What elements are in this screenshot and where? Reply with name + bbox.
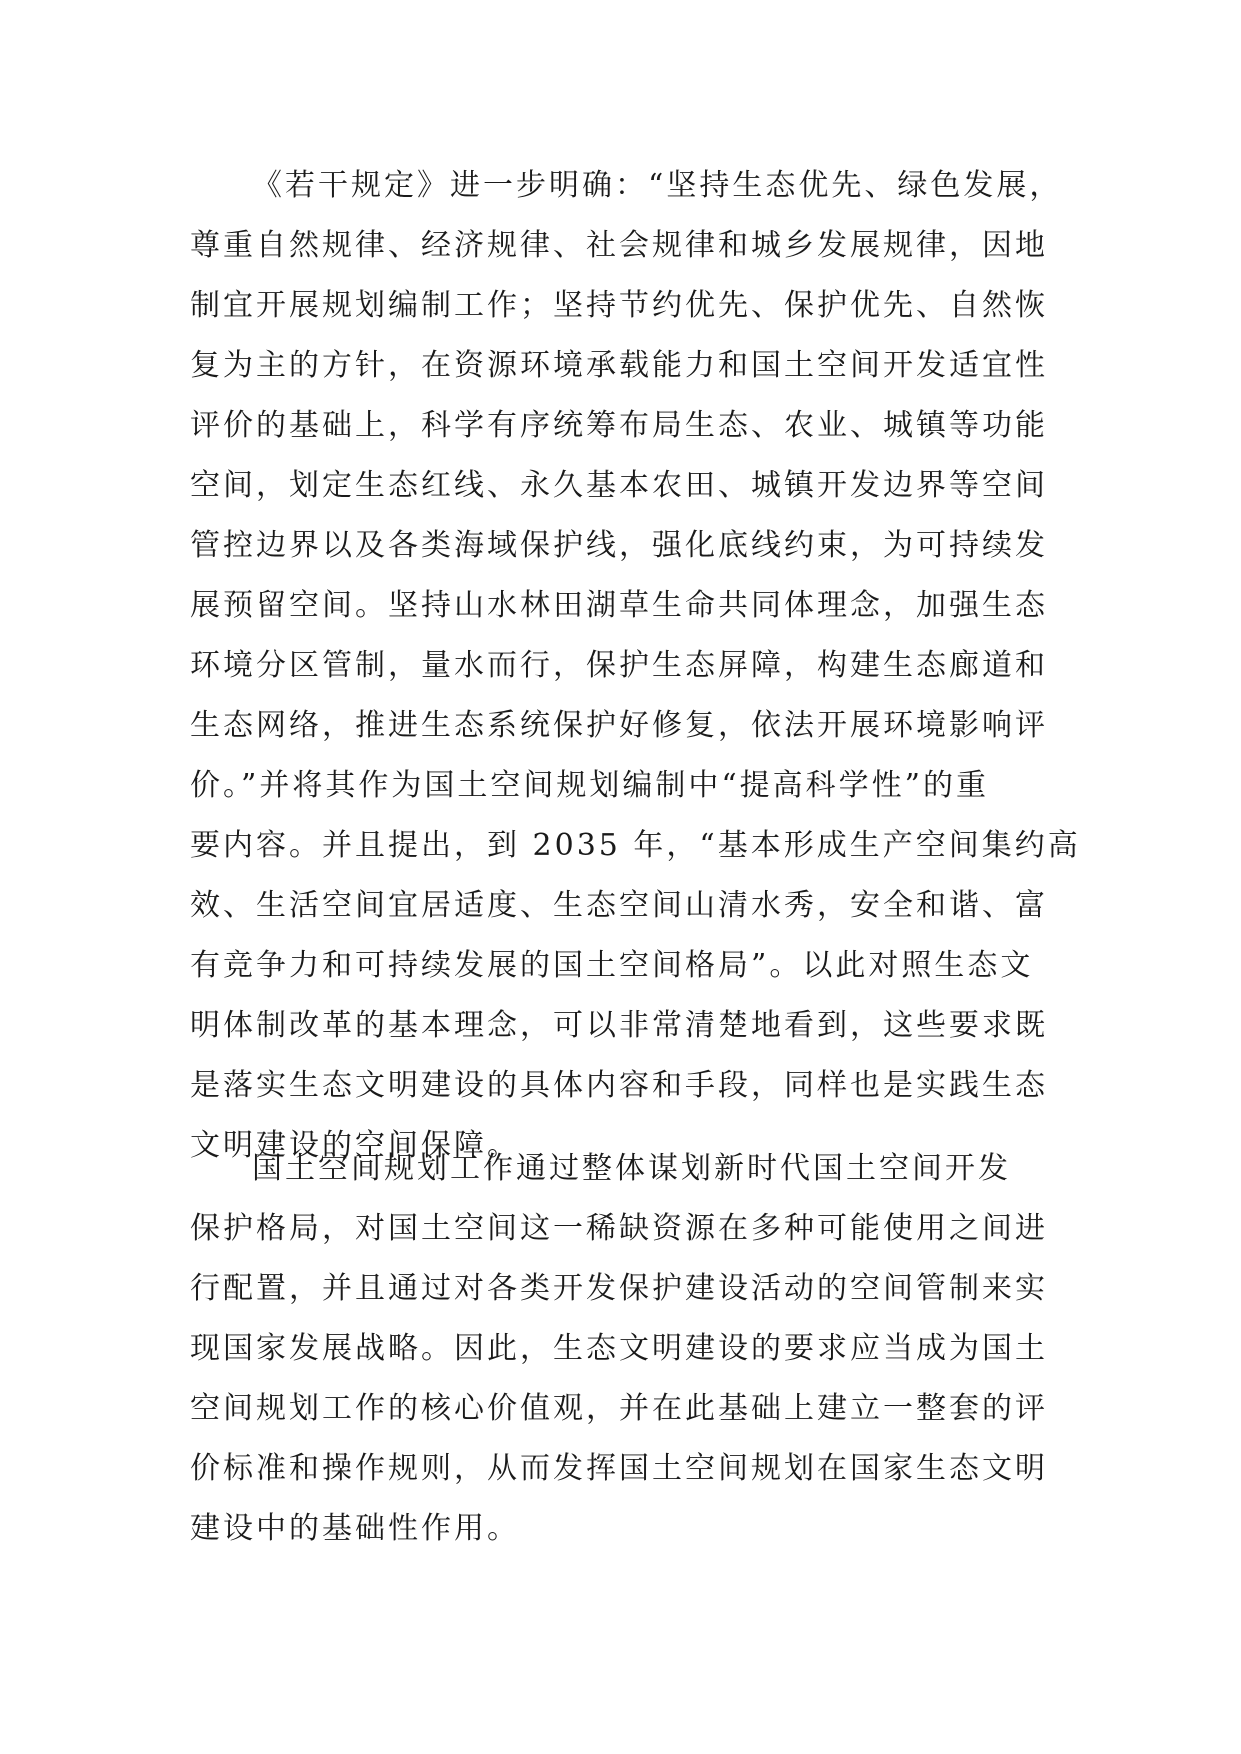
text-line: 要内容。并且提出，到 2035 年，“基本形成生产空间集约高: [190, 828, 1081, 863]
text-line: 尊重自然规律、经济规律、社会规律和城乡发展规律，因地: [190, 228, 1048, 263]
text-line: 建设中的基础性作用。: [190, 1511, 520, 1546]
text-line: 效、生活空间宜居适度、生态空间山清水秀，安全和谐、富: [190, 888, 1048, 923]
text-line: 管控边界以及各类海域保护线，强化底线约束，为可持续发: [190, 528, 1048, 563]
text-line: 明体制改革的基本理念，可以非常清楚地看到，这些要求既: [190, 1008, 1048, 1043]
text-line: 空间，划定生态红线、永久基本农田、城镇开发边界等空间: [190, 468, 1048, 503]
text-line: 现国家发展战略。因此，生态文明建设的要求应当成为国土: [190, 1331, 1048, 1366]
text-line: 复为主的方针，在资源环境承载能力和国土空间开发适宜性: [190, 348, 1048, 383]
text-line: 国土空间规划工作通过整体谋划新时代国土空间开发: [252, 1151, 1011, 1186]
text-line: 生态网络，推进生态系统保护好修复，依法开展环境影响评: [190, 708, 1048, 743]
text-line: 空间规划工作的核心价值观，并在此基础上建立一整套的评: [190, 1391, 1048, 1426]
text-line: 制宜开展规划编制工作；坚持节约优先、保护优先、自然恢: [190, 288, 1048, 323]
text-line: 价。”并将其作为国土空间规划编制中“提高科学性”的重: [190, 768, 990, 803]
text-line: 环境分区管制，量水而行，保护生态屏障，构建生态廊道和: [190, 648, 1048, 683]
paragraph-2: [190, 1139, 1050, 1559]
text-line: 有竞争力和可持续发展的国土空间格局”。以此对照生态文: [190, 948, 1034, 983]
text-line: 《若干规定》进一步明确：“坚持生态优先、绿色发展，: [252, 168, 1063, 203]
text-line: 评价的基础上，科学有序统筹布局生态、农业、城镇等功能: [190, 408, 1048, 443]
text-line: 展预留空间。坚持山水林田湖草生命共同体理念，加强生态: [190, 588, 1048, 623]
text-line: 保护格局，对国土空间这一稀缺资源在多种可能使用之间进: [190, 1211, 1048, 1246]
paragraph-1: [190, 156, 1081, 1176]
text-line: 价标准和操作规则，从而发挥国土空间规划在国家生态文明: [190, 1451, 1048, 1486]
text-line: 文明建设的空间保障。: [190, 1128, 520, 1163]
text-line: 行配置，并且通过对各类开发保护建设活动的空间管制来实: [190, 1271, 1048, 1306]
text-line: 是落实生态文明建设的具体内容和手段，同样也是实践生态: [190, 1068, 1048, 1103]
